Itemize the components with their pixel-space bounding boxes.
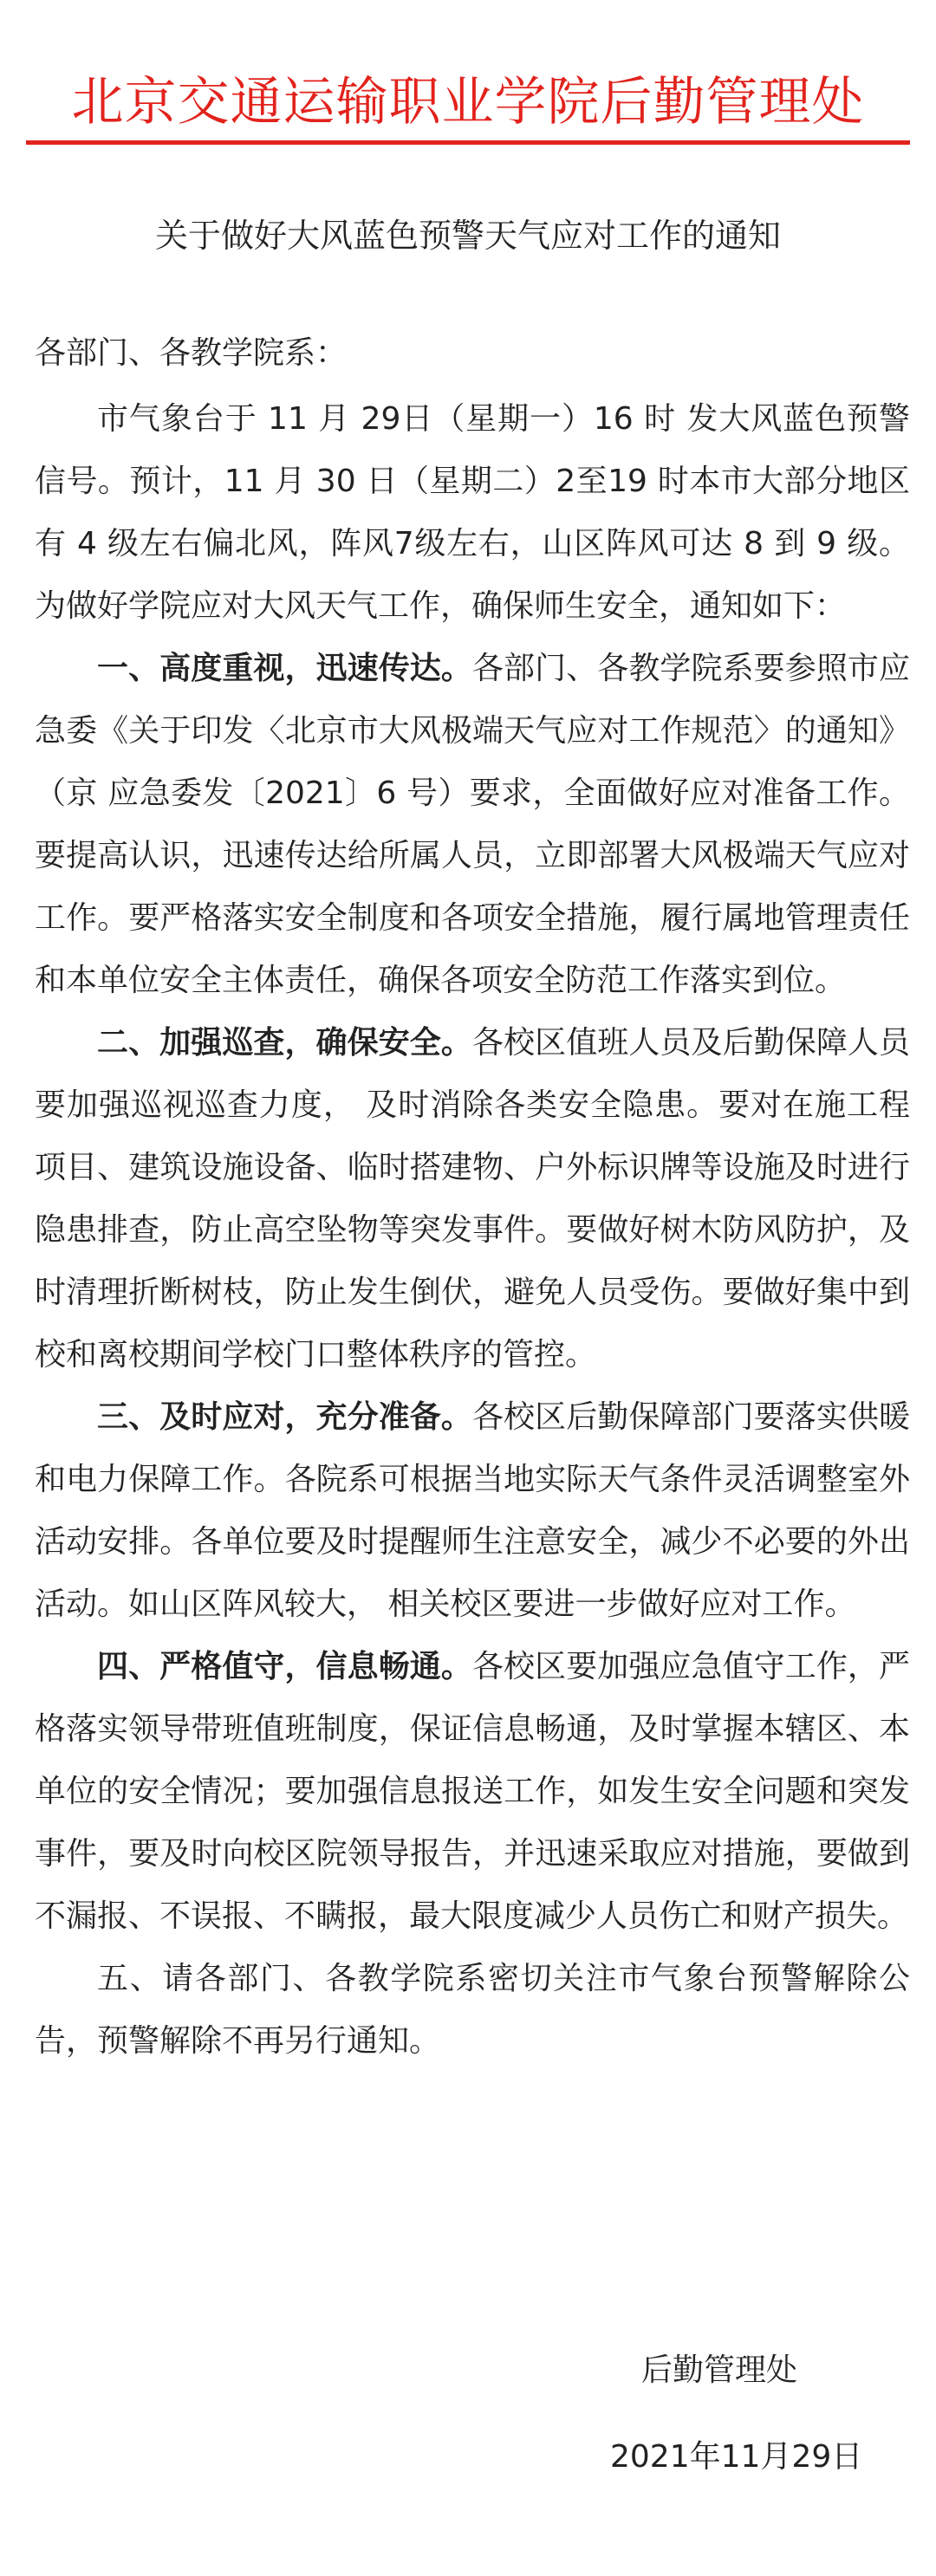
section-heading: 三、及时应对，充分准备。 (97, 1399, 472, 1435)
signature-date: 2021年11月29日 (610, 2439, 863, 2475)
salutation: 各部门、各教学院系： (35, 335, 348, 371)
section-heading: 一、高度重视，迅速传达。 (97, 651, 472, 686)
paragraph-intro (35, 388, 910, 638)
paragraph-text: 各校区值班人员及后勤保障人员要加强巡视巡查力度， 及时消除各类安全隐患。要对在施工程项目、建筑设施设备、临时搭建物、户外标识牌等设施及时进行隐患排查，防止高空坠物等突发事件。要做好树木防风防护，及时清理折断树枝，防止发生倒伏，避免人员受伤。要做好集中到校和离校期间学校门口整体秩序的管控。 (35, 1025, 910, 1372)
red-divider-line (26, 140, 910, 145)
paragraph-text: 各校区要加强应急值守工作，严格落实领导带班值班制度，保证信息畅通，及时掌握本辖区、本单位的安全情况；要加强信息报送工作，如发生安全问题和突发事件，要及时向校区院领导报告，并迅速采取应对措施，要做到不漏报、不误报、不瞒报，最大限度减少人员伤亡和财产损失。 (35, 1649, 910, 1934)
paragraph-section-2 (35, 1012, 910, 1386)
paragraph-text: 五、请各部门、各教学院系密切关注市气象台预警解除公告，预警解除不再另行通知。 (35, 1961, 910, 2059)
section-heading: 二、加强巡查，确保安全。 (97, 1025, 472, 1061)
paragraph-section-3 (35, 1386, 910, 1636)
paragraph-text: 各校区后勤保障部门要落实供暖和电力保障工作。各院系可根据当地实际天气条件灵活调整室外活动安排。各单位要及时提醒师生注意安全，减少不必要的外出活动。如山区阵风较大， 相关校区要进一步做好应对工作。 (35, 1399, 910, 1622)
paragraph-section-4 (35, 1636, 910, 1948)
paragraph-section-5 (35, 1948, 910, 2073)
signature-department: 后勤管理处 (641, 2352, 798, 2388)
section-heading: 四、严格值守，信息畅通。 (97, 1649, 472, 1684)
paragraph-section-1 (35, 638, 910, 1012)
paragraph-text: 市气象台于 11 月 29日（星期一）16 时 发大风蓝色预警信号。预计，11 月 30 日（星期二）2至19 时本市大部分地区有 4 级左右偏北风，阵风7级左右，山区阵风可达 8 到 9 级。为做好学院应对大风天气工作，确保师生安全，通知如下： (35, 401, 910, 624)
notice-title: 关于做好大风蓝色预警天气应对工作的通知 (154, 217, 781, 255)
paragraph-text: 各部门、各教学院系要参照市应急委《关于印发〈北京市大风极端天气应对工作规范〉的通知》（京 应急委发〔2021〕6 号）要求，全面做好应对准备工作。要提高认识，迅速传达给所属人员，立即部署大风极端天气应对工作。要严格落实安全制度和各项安全措施，履行属地管理责任和本单位安全主体责任，确保各项安全防范工作落实到位。 (35, 651, 910, 998)
notice-body (35, 388, 910, 2073)
organization-header: 北京交通运输职业学院后勤管理处 (71, 72, 865, 133)
